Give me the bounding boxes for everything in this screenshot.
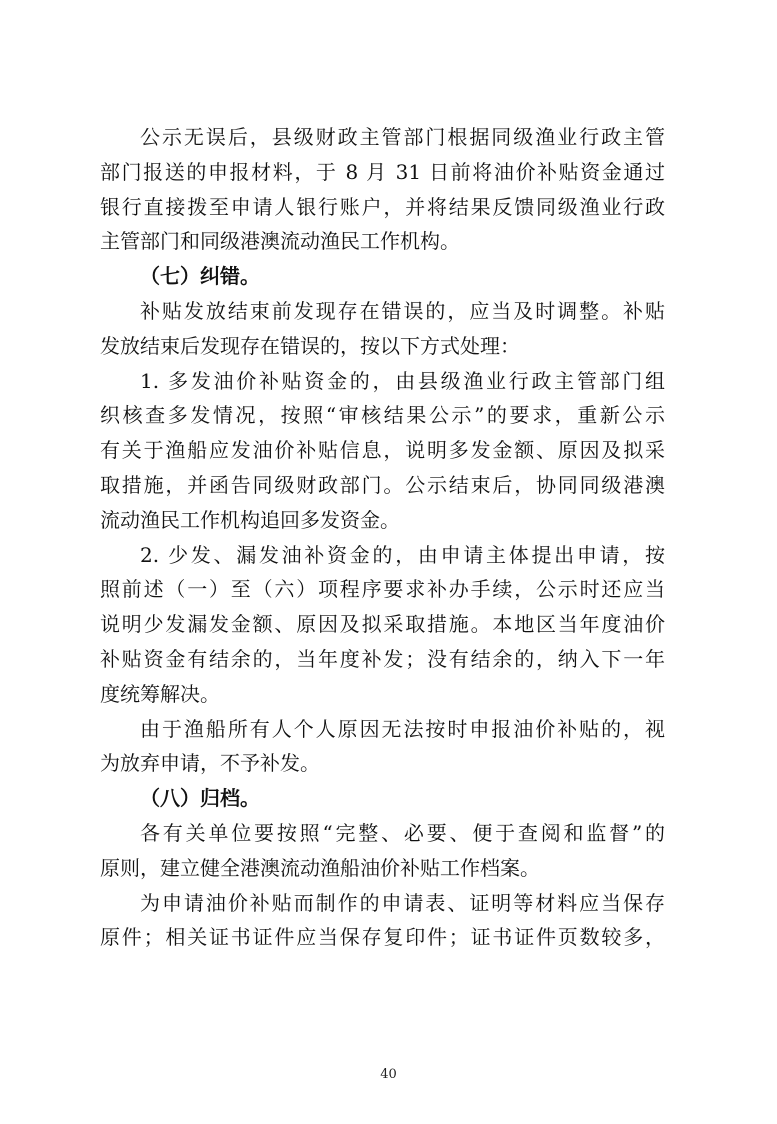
text-line: 1. 多发油价补贴资金的，由县级渔业行政主管部门组	[140, 368, 665, 393]
text-line: 由于渔船所有人个人原因无法按时申报油价补贴的，视	[140, 716, 665, 741]
section-heading: （七）纠错。	[140, 264, 260, 289]
text-line: 为申请油价补贴而制作的申请表、证明等材料应当保存	[140, 890, 665, 915]
text-line: 公示无误后，县级财政主管部门根据同级渔业行政主管	[140, 125, 665, 149]
text-line: 原则，建立健全港澳流动渔船油价补贴工作档案。	[100, 855, 540, 880]
text-line: 发放结束后发现存在错误的，按以下方式处理：	[100, 333, 520, 358]
page-number: 40	[380, 1067, 397, 1082]
text-line: 部门报送的申报材料，于 8 月 31 日前将油价补贴资金通过	[100, 159, 665, 184]
text-line: 照前述（一）至（六）项程序要求补办手续，公示时还应当	[100, 577, 665, 602]
text-line: 原件；相关证书证件应当保存复印件；证书证件页数较多，	[100, 925, 665, 950]
text-line: 织核查多发情况，按照“审核结果公示”的要求，重新公示	[100, 403, 665, 428]
text-line: 度统筹解决。	[100, 681, 220, 706]
text-line: 各有关单位要按照“完整、必要、便于查阅和监督”的	[140, 820, 665, 845]
text-line: 2. 少发、漏发油补资金的，由申请主体提出申请，按	[140, 542, 665, 567]
text-line: 补贴资金有结余的，当年度补发；没有结余的，纳入下一年	[100, 646, 665, 671]
text-line: 流动渔民工作机构追回多发资金。	[100, 507, 400, 532]
text-line: 为放弃申请，不予补发。	[100, 751, 320, 776]
text-line: 取措施，并函告同级财政部门。公示结束后，协同同级港澳	[100, 472, 665, 497]
text-line: 说明少发漏发金额、原因及拟采取措施。本地区当年度油价	[100, 612, 665, 637]
text-line: 银行直接拨至申请人银行账户，并将结果反馈同级渔业行政	[100, 194, 665, 219]
text-line: 补贴发放结束前发现存在错误的，应当及时调整。补贴	[140, 298, 665, 323]
text-line: 主管部门和同级港澳流动渔民工作机构。	[100, 229, 460, 254]
document-body	[100, 120, 665, 955]
section-heading: （八）归档。	[140, 786, 260, 811]
text-line: 有关于渔船应发油价补贴信息，说明多发金额、原因及拟采	[100, 438, 665, 463]
